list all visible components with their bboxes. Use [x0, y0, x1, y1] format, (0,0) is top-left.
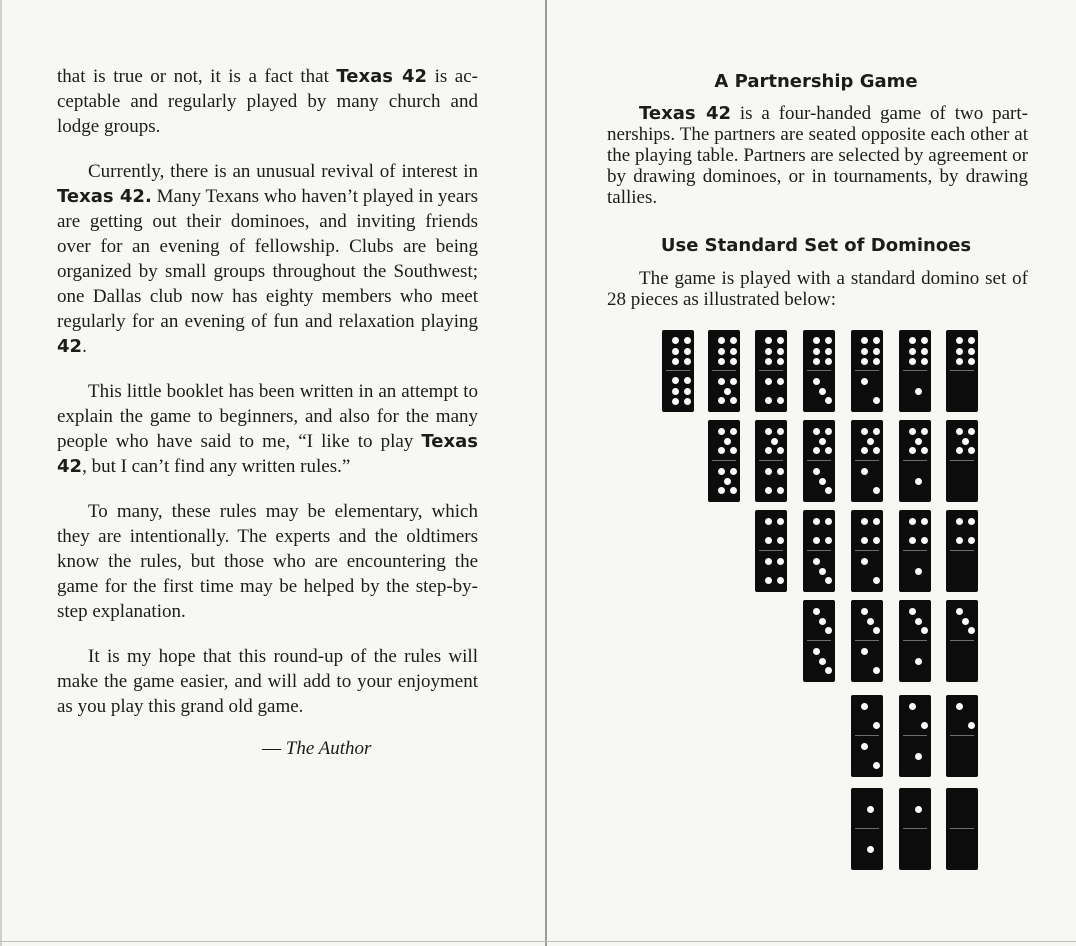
domino-4-1 — [899, 510, 931, 592]
domino-3-2 — [851, 600, 883, 682]
domino-pip — [819, 618, 826, 625]
domino-pip — [813, 537, 820, 544]
paragraph-text-run: Currently, there is an unusual revival of interest in — [88, 161, 478, 182]
domino-pip — [873, 762, 880, 769]
paragraph-text-run: . — [82, 336, 87, 357]
domino-pip — [915, 806, 922, 813]
domino-pip — [765, 537, 772, 544]
domino-pip — [813, 337, 820, 344]
domino-pip — [861, 358, 868, 365]
domino-pip — [861, 743, 868, 750]
domino-pip — [861, 558, 868, 565]
domino-pip — [825, 348, 832, 355]
domino-divider — [759, 370, 783, 371]
domino-pip — [718, 378, 725, 385]
domino-pip — [819, 438, 826, 445]
domino-pip — [718, 348, 725, 355]
domino-pip — [730, 468, 737, 475]
domino-pip — [873, 428, 880, 435]
left-paragraph — [57, 64, 478, 139]
domino-pip — [777, 348, 784, 355]
domino-pip — [777, 447, 784, 454]
domino-pip — [777, 558, 784, 565]
domino-pip — [873, 667, 880, 674]
domino-pip — [956, 608, 963, 615]
domino-pip — [921, 537, 928, 544]
domino-pip — [819, 568, 826, 575]
domino-pip — [684, 398, 691, 405]
domino-divider — [950, 735, 974, 736]
domino-pip — [873, 722, 880, 729]
domino-3-0 — [946, 600, 978, 682]
domino-6-4 — [755, 330, 787, 412]
domino-pip — [909, 518, 916, 525]
domino-pip — [873, 627, 880, 634]
domino-pip — [765, 348, 772, 355]
domino-pip — [684, 358, 691, 365]
left-paragraph — [57, 159, 478, 359]
domino-pip — [765, 518, 772, 525]
domino-pip — [956, 337, 963, 344]
domino-pip — [921, 428, 928, 435]
domino-pip — [921, 722, 928, 729]
domino-pip — [825, 537, 832, 544]
domino-pip — [861, 703, 868, 710]
domino-pip — [825, 627, 832, 634]
domino-pip — [718, 397, 725, 404]
domino-divider — [855, 460, 879, 461]
paragraph-text-run: Many Texans who haven’t played in years are getting out their dominoes, and inviting friends over for an evening of fellowship. Clubs are being organized by small groups throughout the Southwest; one Dallas club now has eighty members who meet regularly for an evening of fun and relaxation playing — [57, 186, 478, 332]
domino-pip — [921, 348, 928, 355]
domino-pip — [921, 518, 928, 525]
domino-divider — [666, 370, 690, 371]
domino-6-0 — [946, 330, 978, 412]
domino-pip — [861, 518, 868, 525]
domino-pip — [672, 337, 679, 344]
domino-pip — [968, 428, 975, 435]
domino-pip — [915, 388, 922, 395]
domino-pip — [956, 358, 963, 365]
domino-pip — [825, 337, 832, 344]
domino-divider — [807, 550, 831, 551]
domino-pip — [765, 468, 772, 475]
domino-pip — [724, 438, 731, 445]
domino-1-1 — [851, 788, 883, 870]
domino-pip — [915, 568, 922, 575]
domino-divider — [950, 550, 974, 551]
domino-pip — [813, 558, 820, 565]
domino-pip — [684, 337, 691, 344]
domino-pip — [861, 648, 868, 655]
domino-pip — [718, 428, 725, 435]
domino-pip — [921, 447, 928, 454]
domino-pip — [909, 428, 916, 435]
paragraph-text-run: To many, these rules may be elementary, which they are intentionally. The experts and the oldtimers know the rules, but those who are encountering the game for the first time may be helped by the step-by-step explanation. — [57, 501, 478, 622]
domino-5-2 — [851, 420, 883, 502]
domino-pip — [825, 487, 832, 494]
texas-42-bold: Texas 42 — [336, 66, 428, 87]
domino-5-3 — [803, 420, 835, 502]
texas-42-bold: Texas 42 — [57, 431, 478, 477]
domino-divider — [855, 640, 879, 641]
domino-pip — [861, 378, 868, 385]
domino-divider — [855, 828, 879, 829]
domino-divider — [807, 370, 831, 371]
domino-2-0 — [946, 695, 978, 777]
domino-6-3 — [803, 330, 835, 412]
domino-divider — [903, 370, 927, 371]
domino-pip — [968, 518, 975, 525]
domino-3-1 — [899, 600, 931, 682]
domino-pip — [968, 627, 975, 634]
domino-pip — [813, 608, 820, 615]
domino-pip — [813, 358, 820, 365]
domino-pip — [968, 337, 975, 344]
domino-pip — [825, 667, 832, 674]
domino-5-1 — [899, 420, 931, 502]
domino-1-0 — [899, 788, 931, 870]
domino-pip — [861, 428, 868, 435]
domino-pip — [956, 518, 963, 525]
domino-6-5 — [708, 330, 740, 412]
domino-pip — [777, 358, 784, 365]
texas-42-bold: Texas 42. — [57, 186, 152, 207]
domino-pip — [765, 358, 772, 365]
standard-set-text: The game is played with a standard domino set of 28 pieces as illustrated below: — [607, 268, 1028, 310]
domino-pip — [765, 447, 772, 454]
domino-pip — [765, 378, 772, 385]
domino-pip — [819, 478, 826, 485]
domino-pip — [819, 658, 826, 665]
domino-divider — [712, 460, 736, 461]
signature-name: The Author — [285, 738, 372, 759]
domino-divider — [759, 460, 783, 461]
domino-pip — [825, 397, 832, 404]
domino-pip — [968, 348, 975, 355]
domino-pip — [718, 358, 725, 365]
domino-pip — [765, 397, 772, 404]
domino-pip — [825, 358, 832, 365]
domino-pip — [813, 428, 820, 435]
domino-pip — [777, 378, 784, 385]
domino-pip — [730, 337, 737, 344]
domino-pip — [861, 608, 868, 615]
domino-set-illustration — [547, 0, 1076, 946]
domino-pip — [730, 378, 737, 385]
domino-pip — [867, 846, 874, 853]
domino-pip — [873, 337, 880, 344]
domino-6-2 — [851, 330, 883, 412]
domino-pip — [915, 753, 922, 760]
domino-pip — [873, 397, 880, 404]
domino-pip — [819, 388, 826, 395]
domino-pip — [718, 487, 725, 494]
domino-pip — [777, 518, 784, 525]
domino-pip — [861, 447, 868, 454]
left-paragraph — [57, 499, 478, 624]
domino-pip — [968, 447, 975, 454]
domino-pip — [730, 397, 737, 404]
domino-divider — [759, 550, 783, 551]
domino-pip — [873, 487, 880, 494]
domino-5-4 — [755, 420, 787, 502]
domino-pip — [684, 348, 691, 355]
domino-divider — [950, 828, 974, 829]
domino-pip — [813, 648, 820, 655]
domino-divider — [807, 460, 831, 461]
domino-pip — [765, 428, 772, 435]
domino-0-0 — [946, 788, 978, 870]
domino-4-3 — [803, 510, 835, 592]
domino-pip — [956, 447, 963, 454]
domino-pip — [867, 438, 874, 445]
domino-pip — [825, 428, 832, 435]
domino-divider — [855, 735, 879, 736]
domino-pip — [915, 478, 922, 485]
domino-pip — [909, 703, 916, 710]
paragraph-text-run: is acceptable and regularly played by many church and lodge groups. — [57, 66, 478, 137]
domino-pip — [672, 348, 679, 355]
domino-pip — [909, 537, 916, 544]
paragraph-text-run: that is true or not, it is a fact that — [57, 66, 337, 87]
domino-pip — [672, 377, 679, 384]
domino-pip — [909, 348, 916, 355]
domino-pip — [813, 518, 820, 525]
domino-pip — [724, 388, 731, 395]
domino-divider — [950, 460, 974, 461]
domino-pip — [730, 358, 737, 365]
left-paragraph — [57, 379, 478, 479]
domino-pip — [771, 438, 778, 445]
domino-pip — [718, 337, 725, 344]
texas-42-bold: 42 — [57, 336, 83, 357]
domino-pip — [867, 618, 874, 625]
domino-pip — [718, 447, 725, 454]
domino-pip — [718, 468, 725, 475]
domino-pip — [956, 348, 963, 355]
domino-pip — [861, 337, 868, 344]
domino-pip — [672, 388, 679, 395]
domino-divider — [712, 370, 736, 371]
domino-pip — [968, 537, 975, 544]
domino-pip — [777, 468, 784, 475]
domino-2-2 — [851, 695, 883, 777]
domino-pip — [825, 577, 832, 584]
domino-pip — [730, 487, 737, 494]
heading-standard-set: Use Standard Set of Dominoes — [660, 235, 972, 256]
domino-pip — [909, 337, 916, 344]
domino-pip — [867, 806, 874, 813]
domino-pip — [909, 608, 916, 615]
domino-pip — [861, 468, 868, 475]
domino-pip — [915, 658, 922, 665]
domino-pip — [765, 577, 772, 584]
domino-pip — [724, 478, 731, 485]
author-signature — [262, 738, 462, 760]
domino-pip — [873, 537, 880, 544]
domino-pip — [813, 447, 820, 454]
domino-pip — [921, 358, 928, 365]
domino-divider — [903, 735, 927, 736]
domino-pip — [861, 348, 868, 355]
domino-pip — [730, 348, 737, 355]
signature-dash: — — [262, 738, 281, 759]
domino-pip — [684, 377, 691, 384]
domino-divider — [855, 370, 879, 371]
domino-pip — [684, 388, 691, 395]
domino-pip — [915, 438, 922, 445]
domino-pip — [921, 627, 928, 634]
domino-pip — [765, 558, 772, 565]
domino-pip — [777, 337, 784, 344]
domino-pip — [777, 487, 784, 494]
domino-pip — [861, 537, 868, 544]
domino-divider — [950, 370, 974, 371]
domino-pip — [777, 428, 784, 435]
heading-partnership-game: A Partnership Game — [714, 71, 918, 92]
domino-divider — [903, 640, 927, 641]
domino-6-1 — [899, 330, 931, 412]
domino-pip — [921, 337, 928, 344]
domino-pip — [962, 438, 969, 445]
partnership-text: is a four-handed game of two partnerships. The partners are seated opposite each other at the playing table. Partners are selected by agreement or by drawing dominoes, or in tournaments, by drawing tallies. — [607, 103, 1028, 208]
page-bottom-edge — [0, 941, 1076, 942]
domino-pip — [873, 358, 880, 365]
domino-pip — [825, 447, 832, 454]
domino-divider — [950, 640, 974, 641]
domino-pip — [825, 518, 832, 525]
domino-4-4 — [755, 510, 787, 592]
domino-pip — [813, 378, 820, 385]
domino-3-3 — [803, 600, 835, 682]
domino-pip — [968, 358, 975, 365]
domino-pip — [873, 518, 880, 525]
domino-pip — [962, 618, 969, 625]
domino-pip — [777, 397, 784, 404]
right-page — [547, 0, 1076, 946]
left-paragraph — [57, 644, 478, 719]
domino-4-0 — [946, 510, 978, 592]
domino-pip — [873, 348, 880, 355]
domino-pip — [765, 487, 772, 494]
domino-divider — [903, 828, 927, 829]
partnership-bold: Texas 42 — [639, 103, 731, 124]
domino-divider — [807, 640, 831, 641]
domino-pip — [730, 447, 737, 454]
domino-pip — [765, 337, 772, 344]
domino-pip — [909, 447, 916, 454]
paragraph-text-run: , but I can’t find any written rules.” — [82, 456, 351, 477]
domino-pip — [813, 348, 820, 355]
domino-pip — [956, 428, 963, 435]
domino-divider — [903, 460, 927, 461]
domino-pip — [873, 577, 880, 584]
domino-divider — [903, 550, 927, 551]
domino-pip — [968, 722, 975, 729]
domino-pip — [909, 358, 916, 365]
domino-6-6 — [662, 330, 694, 412]
domino-pip — [777, 577, 784, 584]
domino-2-1 — [899, 695, 931, 777]
domino-5-5 — [708, 420, 740, 502]
domino-pip — [730, 428, 737, 435]
paragraph-text-run: It is my hope that this round-up of the rules will make the game easier, and will add to your enjoyment as you play this grand old game. — [57, 646, 478, 717]
domino-pip — [915, 618, 922, 625]
domino-5-0 — [946, 420, 978, 502]
domino-pip — [777, 537, 784, 544]
domino-divider — [855, 550, 879, 551]
left-page-text — [57, 64, 478, 739]
domino-4-2 — [851, 510, 883, 592]
domino-pip — [672, 398, 679, 405]
paragraph-text-run: This little booklet has been written in an attempt to explain the game to beginners, and also for the many people who have said to me, “I like to play — [57, 381, 478, 452]
domino-pip — [956, 537, 963, 544]
domino-pip — [672, 358, 679, 365]
domino-pip — [956, 703, 963, 710]
domino-pip — [873, 447, 880, 454]
domino-pip — [813, 468, 820, 475]
